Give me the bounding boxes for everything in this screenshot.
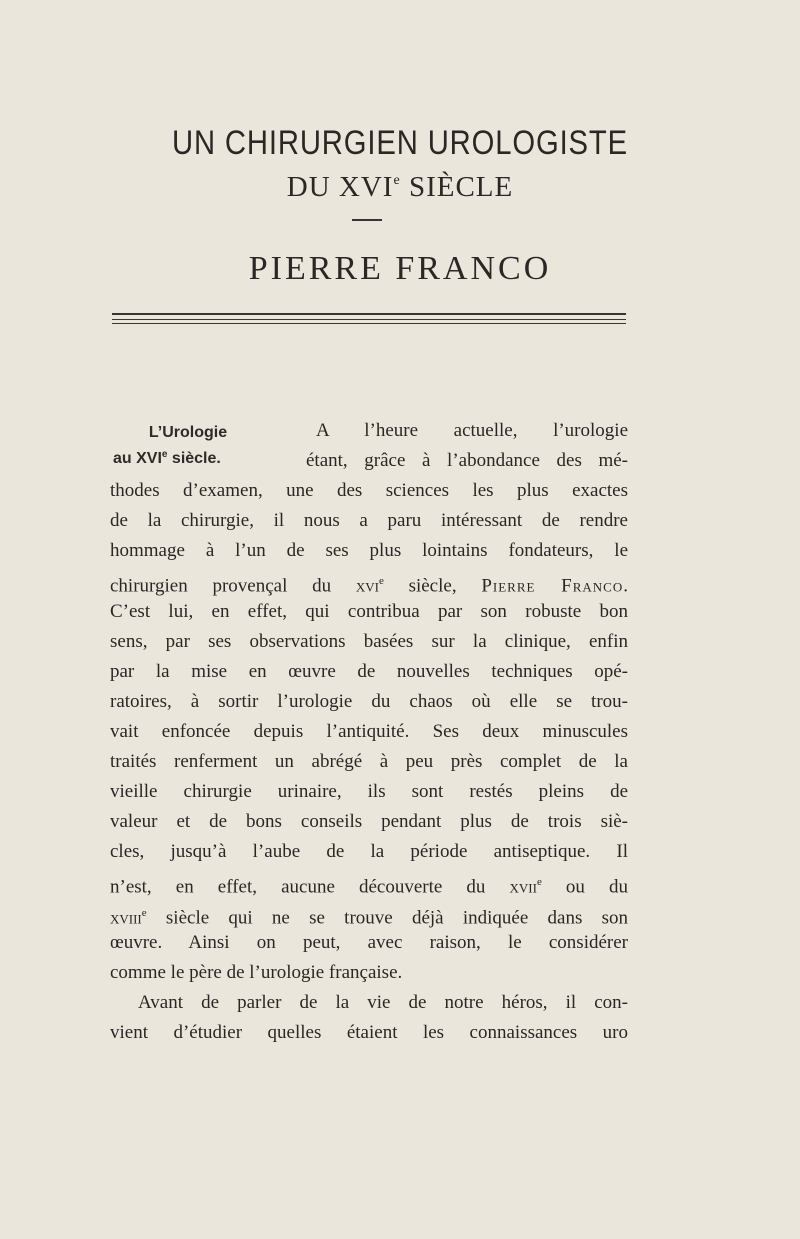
text-line: étant, grâce à l’abondance des mé-: [306, 450, 628, 472]
text-line: A l’heure actuelle, l’urologie: [316, 420, 628, 441]
double-rule-middle: [112, 319, 626, 320]
text-line: sens, par ses observations basées sur la clinique, enfin: [110, 630, 628, 652]
text-line: œuvre. Ainsi on peut, avec raison, le considérer: [110, 931, 628, 953]
text-line: hommage à l’un de ses plus lointains fondateurs, le: [110, 540, 628, 562]
double-rule-top: [112, 313, 626, 315]
sidenote-line-1: L’Urologie: [148, 424, 228, 441]
text-line: chirurgien provençal du xvi$^e$ siècle, Pierre Franco.: [110, 575, 628, 597]
text-line: cles, jusqu’à l’aube de la période antiseptique. Il: [110, 841, 628, 863]
text-line: C’est lui, en effet, qui contribua par son robuste bon: [110, 600, 628, 622]
text-line: n’est, en effet, aucune découverte du xvii$^e$ ou du: [110, 876, 629, 898]
text-line: de la chirurgie, il nous a paru intéressant de rendre: [110, 510, 628, 532]
title-line-2: DU XVIe SIÈCLE: [286, 171, 514, 203]
text-line: valeur et de bons conseils pendant plus de trois siè-: [110, 811, 628, 833]
text-line: comme le père de l’urologie française.: [110, 961, 403, 983]
text-line: par la mise en œuvre de nouvelles techniques opé-: [110, 660, 628, 682]
author-name: Pierre Franco: [481, 575, 624, 597]
text-line: vieille chirurgie urinaire, ils sont restés pleins de: [110, 781, 628, 803]
text-line: traités renferment un abrégé à peu près complet de la: [110, 751, 628, 773]
double-rule-bottom: [112, 323, 626, 324]
text-line: vait enfoncée depuis l’antiquité. Ses deux minuscules: [110, 720, 628, 742]
text-line: Avant de parler de la vie de notre héros, il con-: [138, 991, 628, 1013]
text-line: thodes d’examen, une des sciences les plus exactes: [110, 480, 628, 502]
text-line: vient d’étudier quelles étaient les connaissances uro: [110, 1021, 628, 1043]
text-line: xviii$^e$ siècle qui ne se trouve déjà indiquée dans son: [110, 906, 628, 928]
sidenote-line-2: au XVIe siècle.: [113, 449, 221, 467]
short-separator-rule: [352, 219, 382, 221]
title-line-3: PIERRE FRANCO: [248, 250, 552, 287]
body-paragraphs: [110, 416, 628, 1048]
title-line-1: UN CHIRURGIEN UROLOGISTE: [171, 124, 629, 162]
text-line: ratoires, à sortir l’urologie du chaos où elle se trou-: [110, 690, 628, 712]
